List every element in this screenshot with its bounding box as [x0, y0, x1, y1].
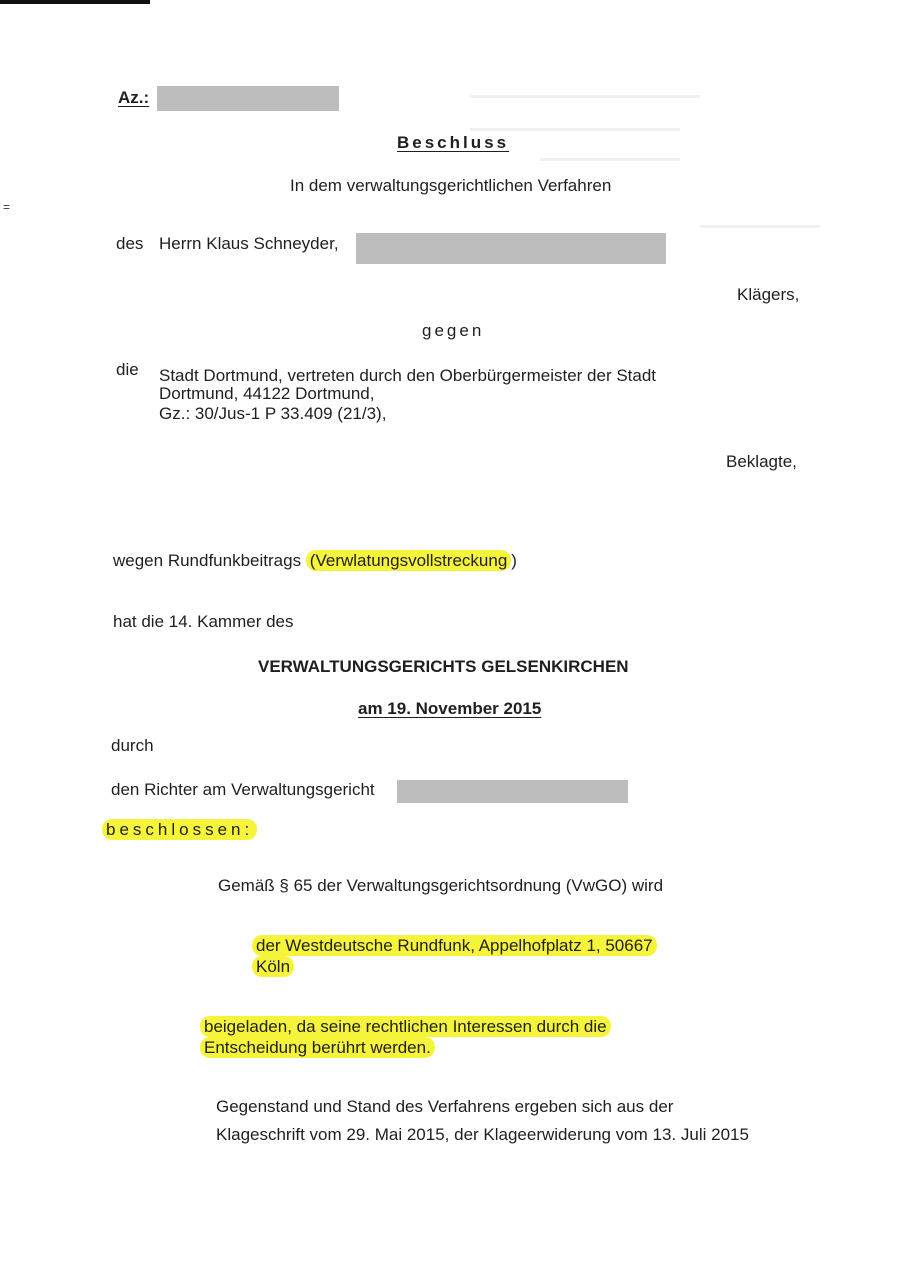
court-name: VERWALTUNGSGERICHTS GELSENKIRCHEN: [258, 657, 629, 676]
bleed-through-mark: [540, 158, 680, 161]
closing-line-1: Gegenstand und Stand des Verfahrens ergeben sich aus der: [216, 1097, 674, 1116]
chamber-line: hat die 14. Kammer des: [113, 612, 294, 631]
by-label: durch: [111, 736, 154, 755]
redacted-case-number: [157, 86, 339, 111]
plaintiff-name: Herrn Klaus Schneyder,: [159, 234, 339, 253]
subject-prefix: wegen Rundfunkbeitrags: [113, 551, 306, 570]
subject-highlight: [306, 550, 512, 571]
defendant-role: Beklagte,: [726, 452, 797, 471]
subject-highlighted-text: Verwlatungsvollstreckung: [315, 551, 508, 570]
scan-edge-mark: =: [3, 200, 11, 214]
joined-party-line-1: der Westdeutsche Rundfunk, Appelhofplatz 1, 50667: [252, 935, 657, 956]
scan-edge-corner: [0, 0, 150, 4]
proceedings-intro: In dem verwaltungsgerichtlichen Verfahren: [290, 176, 612, 195]
joined-party-line-2: Köln: [252, 956, 294, 977]
plaintiff-role: Klägers,: [737, 285, 800, 304]
defendant-line-2: Dortmund, 44122 Dortmund,: [159, 384, 375, 403]
plaintiff-prefix: des: [116, 234, 144, 253]
ruling-intro: Gemäß § 65 der Verwaltungsgerichtsordnung (VwGO) wird: [218, 876, 664, 895]
defendant-reference: Gz.: 30/Jus-1 P 33.409 (21/3),: [159, 404, 387, 423]
subject-paren-open: (: [309, 551, 316, 570]
defendant-prefix: die: [116, 360, 139, 379]
closing-line-2: Klageschrift vom 29. Mai 2015, der Klageerwiderung vom 13. Juli 2015: [216, 1125, 749, 1144]
bleed-through-mark: [700, 225, 820, 228]
subject-paren-close: ): [511, 551, 517, 570]
case-number-label: Az.:: [118, 88, 150, 107]
document-title: Beschluss: [397, 133, 510, 152]
ruling-reason-line-1: beigeladen, da seine rechtlichen Interessen durch die: [200, 1016, 611, 1037]
decided-label: [102, 820, 257, 840]
decided-highlighted-text: beschlossen:: [102, 819, 257, 840]
redacted-judge-name: [397, 780, 628, 803]
versus-label: gegen: [422, 321, 485, 340]
defendant-line-1: Stadt Dortmund, vertreten durch den Oberbürgermeister der Stadt: [159, 366, 657, 385]
ruling-reason-line-2: Entscheidung berührt werden.: [200, 1037, 435, 1058]
judge-line: den Richter am Verwaltungsgericht: [111, 780, 375, 799]
bleed-through-mark: [470, 128, 680, 131]
joined-party: [252, 935, 657, 977]
subject-line: [113, 551, 517, 571]
decision-date: am 19. November 2015: [358, 699, 542, 718]
ruling-reason: [200, 1016, 611, 1058]
bleed-through-mark: [470, 95, 700, 98]
redacted-plaintiff-address: [356, 233, 666, 264]
